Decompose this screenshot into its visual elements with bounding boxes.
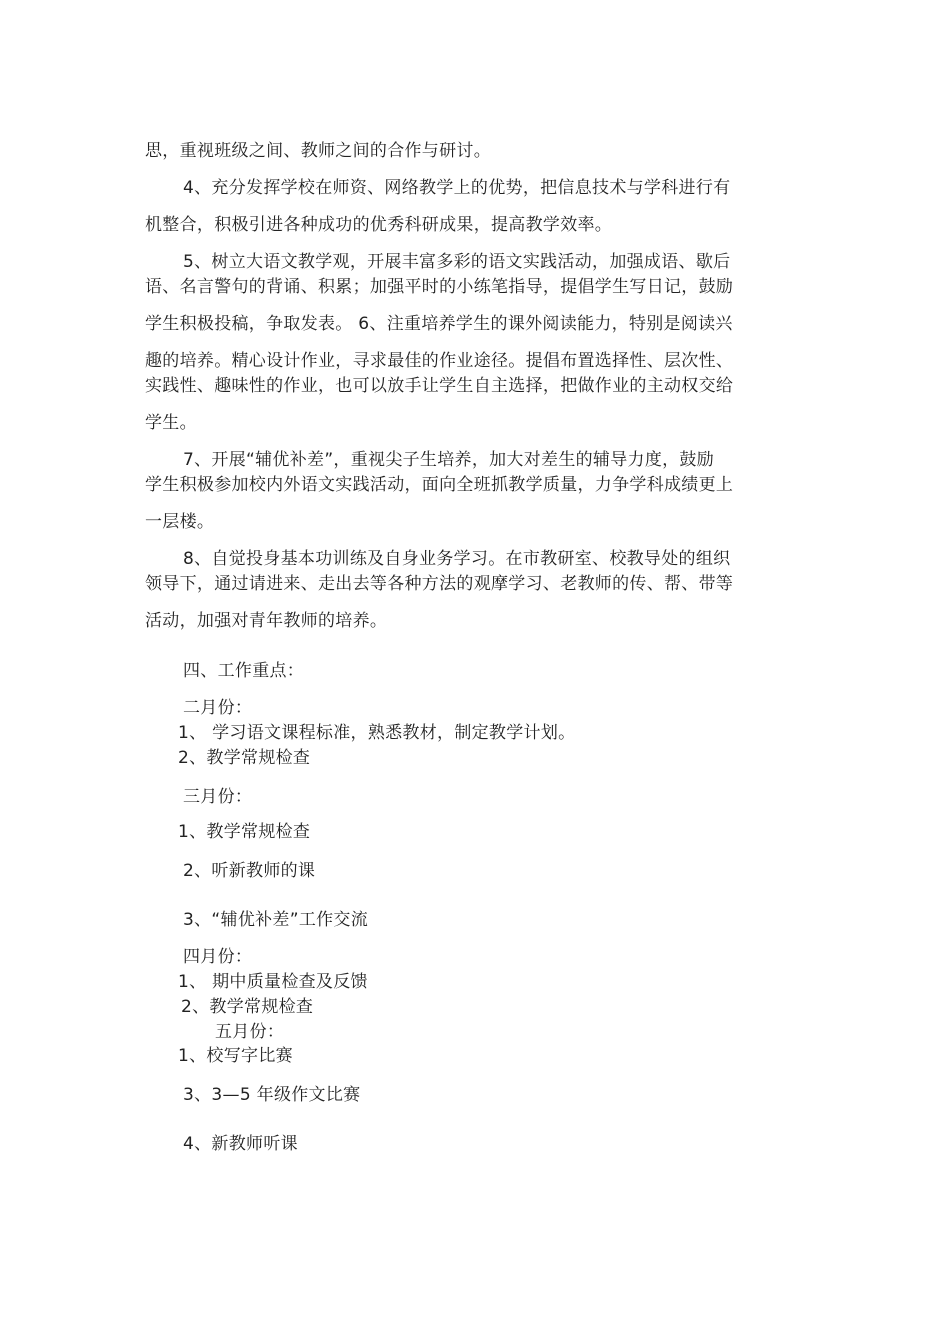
list-item: 2、听新教师的课 — [183, 861, 316, 881]
text-line: 活动，加强对青年教师的培养。 — [145, 611, 388, 631]
text-line: 一层楼。 — [145, 512, 215, 532]
list-item: 1、 期中质量检查及反馈 — [178, 972, 368, 992]
text-line: 学生。 — [145, 413, 197, 433]
text-line: 领导下，通过请进来、走出去等各种方法的观摩学习、老教师的传、帮、带等 — [145, 574, 734, 594]
text-line: 实践性、趣味性的作业，也可以放手让学生自主选择，把做作业的主动权交给 — [145, 376, 734, 396]
list-item: 3、“辅优补差”工作交流 — [183, 910, 369, 930]
paragraph-5-line-1: 5、树立大语文教学观，开展丰富多彩的语文实践活动，加强成语、歇后 — [183, 252, 731, 272]
list-item: 1、 学习语文课程标准，熟悉教材，制定教学计划。 — [178, 723, 576, 743]
paragraph-8-line-1: 8、自觉投身基本功训练及自身业务学习。在市教研室、校教导处的组织 — [183, 549, 731, 569]
text-line: 机整合，积极引进各种成功的优秀科研成果，提高教学效率。 — [145, 215, 613, 235]
text-line: 学生积极参加校内外语文实践活动，面向全班抓教学质量，力争学科成绩更上 — [145, 475, 734, 495]
section-heading: 四、工作重点： — [183, 661, 305, 681]
text-line: 思，重视班级之间、教师之间的合作与研讨。 — [145, 141, 491, 161]
text-line: 趣的培养。精心设计作业，寻求最佳的作业途径。提倡布置选择性、层次性、 — [145, 351, 734, 371]
text-line: 语、名言警句的背诵、积累；加强平时的小练笔指导，提倡学生写日记，鼓励 — [145, 277, 734, 297]
list-item: 1、校写字比赛 — [178, 1046, 293, 1066]
list-item: 1、教学常规检查 — [178, 822, 311, 842]
month-heading-feb: 二月份： — [183, 698, 253, 718]
text-line: 学生积极投稿，争取发表。 6、注重培养学生的课外阅读能力，特别是阅读兴 — [145, 314, 733, 334]
month-heading-may: 五月份： — [215, 1022, 285, 1042]
paragraph-7-line-1: 7、开展“辅优补差”，重视尖子生培养，加大对差生的辅导力度，鼓励 — [183, 450, 715, 470]
month-heading-apr: 四月份： — [183, 947, 253, 967]
paragraph-4-line-1: 4、充分发挥学校在师资、网络教学上的优势，把信息技术与学科进行有 — [183, 178, 731, 198]
list-item: 2、教学常规检查 — [178, 748, 311, 768]
list-item: 3、3—5 年级作文比赛 — [183, 1085, 361, 1105]
list-item: 4、新教师听课 — [183, 1134, 298, 1154]
list-item: 2、教学常规检查 — [181, 997, 314, 1017]
month-heading-mar: 三月份： — [183, 787, 253, 807]
